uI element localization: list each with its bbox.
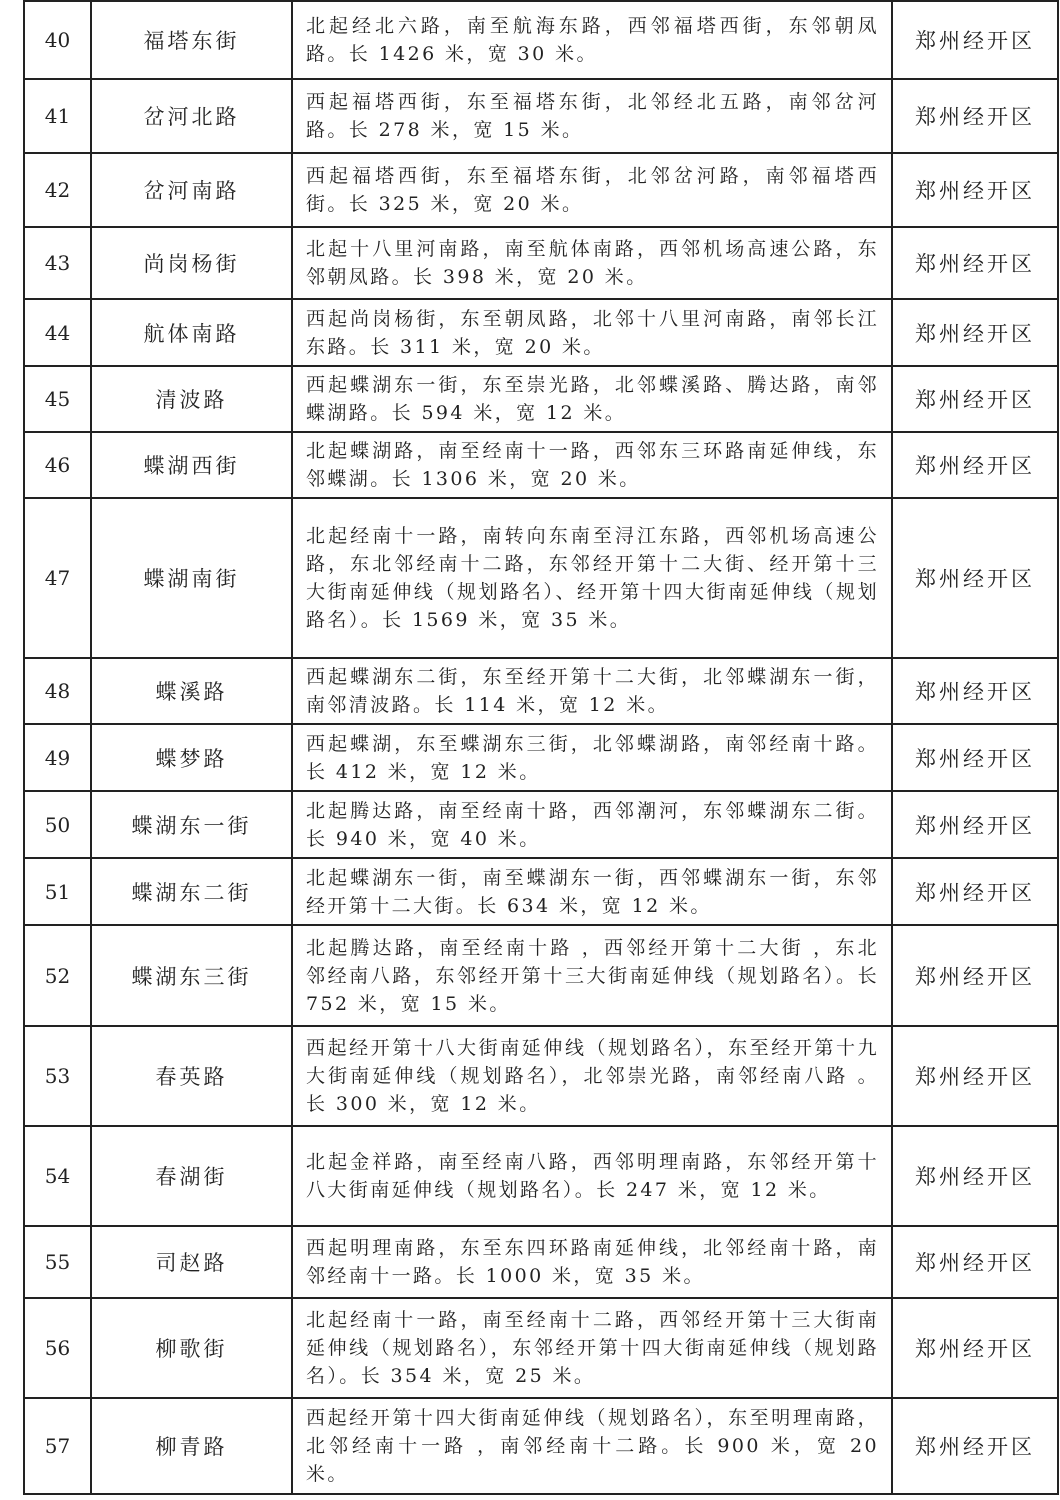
road-description: 北起腾达路，南至经南十路 ，西邻经开第十二大街 ，东北邻经南八路，东邻经开第十三大街南延伸线（规划路名）。长 752 米，宽 15 米。	[292, 925, 892, 1026]
row-number: 53	[24, 1026, 91, 1126]
row-number: 51	[24, 858, 91, 925]
row-number: 42	[24, 153, 91, 227]
road-description: 北起经南十一路，南转向东南至浔江东路，西邻机场高速公路，东北邻经南十二路，东邻经开第十二大街、经开第十三大街南延伸线（规划路名）、经开第十四大街南延伸线（规划路名）。长 1569 米，宽 35 米。	[292, 498, 892, 658]
district-name: 郑州经开区	[892, 1298, 1058, 1398]
road-description: 北起蝶湖东一街，南至蝶湖东一街，西邻蝶湖东一街，东邻经开第十二大街。长 634 米，宽 12 米。	[292, 858, 892, 925]
road-description: 北起经北六路，南至航海东路，西邻福塔西街，东邻朝凤路。长 1426 米，宽 30 米。	[292, 1, 892, 79]
road-description: 西起福塔西街，东至福塔东街，北邻岔河路，南邻福塔西街。长 325 米，宽 20 米。	[292, 153, 892, 227]
table-row	[24, 1398, 1058, 1494]
row-number: 40	[24, 1, 91, 79]
road-name: 柳歌街	[91, 1298, 292, 1398]
road-description: 西起蝶湖东一街，东至崇光路，北邻蝶溪路、腾达路，南邻蝶湖路。长 594 米，宽 12 米。	[292, 366, 892, 432]
table-row	[24, 498, 1058, 658]
district-name: 郑州经开区	[892, 366, 1058, 432]
table-row	[24, 791, 1058, 858]
district-name: 郑州经开区	[892, 858, 1058, 925]
district-name: 郑州经开区	[892, 925, 1058, 1026]
table-row	[24, 1026, 1058, 1126]
row-number: 46	[24, 432, 91, 498]
row-number: 45	[24, 366, 91, 432]
road-description: 西起尚岗杨街，东至朝凤路，北邻十八里河南路，南邻长江东路。长 311 米，宽 20 米。	[292, 299, 892, 366]
table-row	[24, 925, 1058, 1026]
road-description: 西起蝶湖，东至蝶湖东三街，北邻蝶湖路，南邻经南十路。长 412 米，宽 12 米。	[292, 724, 892, 791]
road-name: 柳青路	[91, 1398, 292, 1494]
row-number: 52	[24, 925, 91, 1026]
road-name: 蝶湖东一街	[91, 791, 292, 858]
table-row	[24, 227, 1058, 299]
road-name: 蝶湖南街	[91, 498, 292, 658]
road-name: 清波路	[91, 366, 292, 432]
district-name: 郑州经开区	[892, 498, 1058, 658]
road-name: 尚岗杨街	[91, 227, 292, 299]
road-name: 春湖街	[91, 1126, 292, 1226]
road-name: 岔河南路	[91, 153, 292, 227]
row-number: 50	[24, 791, 91, 858]
district-name: 郑州经开区	[892, 1226, 1058, 1298]
road-description: 西起蝶湖东二街，东至经开第十二大街，北邻蝶湖东一街，南邻清波路。长 114 米，宽 12 米。	[292, 658, 892, 724]
table-row	[24, 724, 1058, 791]
row-number: 47	[24, 498, 91, 658]
district-name: 郑州经开区	[892, 227, 1058, 299]
district-name: 郑州经开区	[892, 724, 1058, 791]
table-row	[24, 1, 1058, 79]
row-number: 54	[24, 1126, 91, 1226]
table-row	[24, 299, 1058, 366]
table-row	[24, 658, 1058, 724]
road-description: 北起腾达路，南至经南十路，西邻潮河，东邻蝶湖东二街。长 940 米，宽 40 米。	[292, 791, 892, 858]
road-name: 蝶湖东二街	[91, 858, 292, 925]
district-name: 郑州经开区	[892, 79, 1058, 153]
district-name: 郑州经开区	[892, 1126, 1058, 1226]
road-name: 岔河北路	[91, 79, 292, 153]
district-name: 郑州经开区	[892, 791, 1058, 858]
table-row	[24, 79, 1058, 153]
district-name: 郑州经开区	[892, 1398, 1058, 1494]
road-name: 蝶溪路	[91, 658, 292, 724]
row-number: 48	[24, 658, 91, 724]
table-row	[24, 1126, 1058, 1226]
road-description: 北起十八里河南路，南至航体南路，西邻机场高速公路，东邻朝凤路。长 398 米，宽 20 米。	[292, 227, 892, 299]
table-row	[24, 1226, 1058, 1298]
table-body	[24, 1, 1058, 1494]
row-number: 56	[24, 1298, 91, 1398]
table-row	[24, 432, 1058, 498]
road-name: 司赵路	[91, 1226, 292, 1298]
road-name: 蝶梦路	[91, 724, 292, 791]
row-number: 49	[24, 724, 91, 791]
row-number: 43	[24, 227, 91, 299]
road-name: 蝶湖西街	[91, 432, 292, 498]
table-row	[24, 858, 1058, 925]
road-description: 西起明理南路，东至东四环路南延伸线，北邻经南十路，南邻经南十一路。长 1000 米，宽 35 米。	[292, 1226, 892, 1298]
row-number: 57	[24, 1398, 91, 1494]
road-description: 北起金祥路，南至经南八路，西邻明理南路，东邻经开第十八大街南延伸线（规划路名）。长 247 米，宽 12 米。	[292, 1126, 892, 1226]
district-name: 郑州经开区	[892, 299, 1058, 366]
road-name: 蝶湖东三街	[91, 925, 292, 1026]
district-name: 郑州经开区	[892, 1, 1058, 79]
district-name: 郑州经开区	[892, 432, 1058, 498]
road-description: 西起福塔西街，东至福塔东街，北邻经北五路，南邻岔河路。长 278 米，宽 15 米。	[292, 79, 892, 153]
road-description: 西起经开第十八大街南延伸线（规划路名），东至经开第十九大街南延伸线（规划路名），北邻崇光路，南邻经南八路 。长 300 米，宽 12 米。	[292, 1026, 892, 1126]
row-number: 55	[24, 1226, 91, 1298]
district-name: 郑州经开区	[892, 658, 1058, 724]
road-description: 西起经开第十四大街南延伸线（规划路名），东至明理南路，北邻经南十一路 ，南邻经南十二路。长 900 米，宽 20 米。	[292, 1398, 892, 1494]
road-name: 航体南路	[91, 299, 292, 366]
road-name: 春英路	[91, 1026, 292, 1126]
road-naming-table	[23, 0, 1059, 1495]
road-name: 福塔东街	[91, 1, 292, 79]
road-description: 北起经南十一路，南至经南十二路，西邻经开第十三大街南延伸线（规划路名），东邻经开第十四大街南延伸线（规划路名）。长 354 米，宽 25 米。	[292, 1298, 892, 1398]
district-name: 郑州经开区	[892, 1026, 1058, 1126]
table-row	[24, 153, 1058, 227]
row-number: 44	[24, 299, 91, 366]
table-row	[24, 366, 1058, 432]
row-number: 41	[24, 79, 91, 153]
road-description: 北起蝶湖路，南至经南十一路，西邻东三环路南延伸线，东邻蝶湖。长 1306 米，宽 20 米。	[292, 432, 892, 498]
table-row	[24, 1298, 1058, 1398]
district-name: 郑州经开区	[892, 153, 1058, 227]
